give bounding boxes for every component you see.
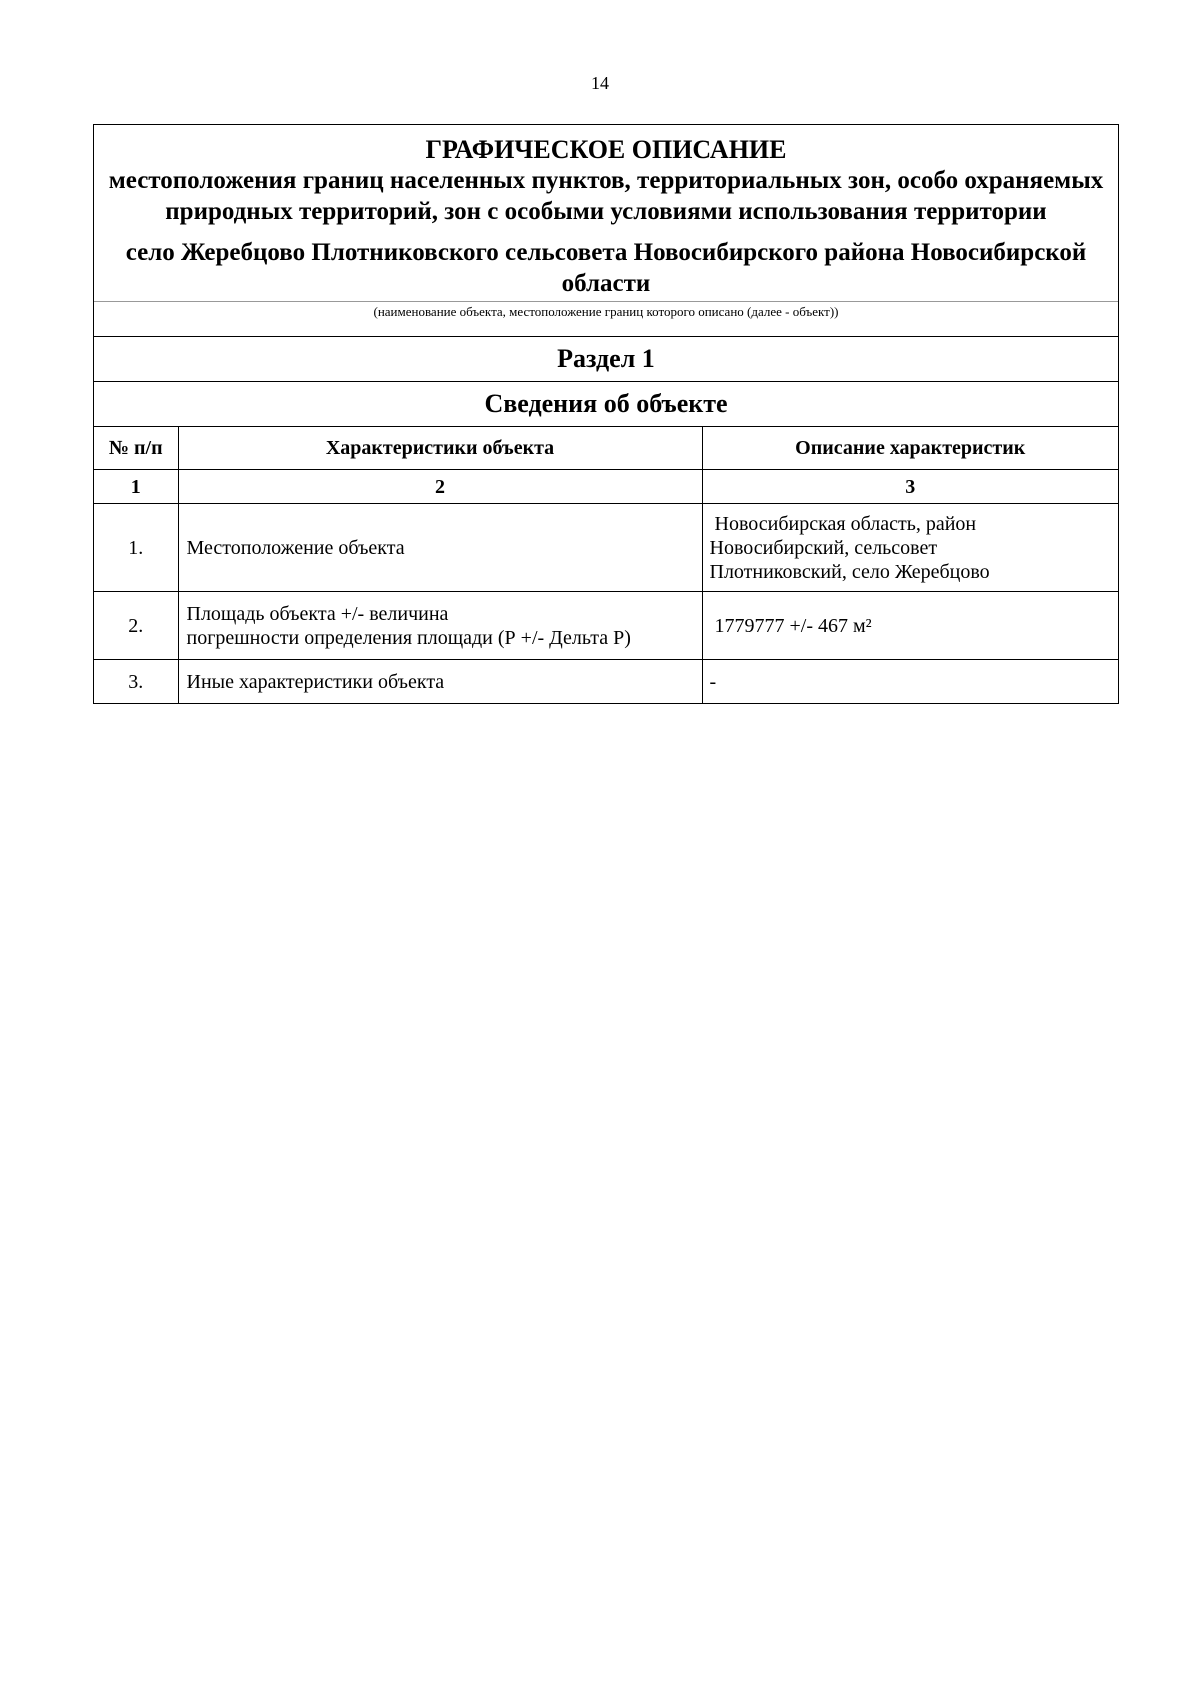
document-subtitle: местоположения границ населенных пунктов, территориальных зон, особо охраняемых природных территорий, зон с особыми условиями использования территории (108, 167, 1104, 225)
row-characteristic: Площадь объекта +/- величина погрешности определения площади (Р +/- Дельта Р) (178, 592, 702, 660)
page-number: 14 (591, 73, 609, 93)
column-numbering-row (94, 470, 1118, 504)
column-number: 1 (94, 470, 178, 504)
column-header-characteristic: Характеристики объекта (178, 427, 702, 470)
object-info-table (94, 426, 1118, 703)
column-number: 3 (702, 470, 1118, 504)
document-title: ГРАФИЧЕСКОЕ ОПИСАНИЕ (425, 135, 787, 164)
row-number: 2. (94, 592, 178, 660)
table-row (94, 660, 1118, 704)
row-description: Новосибирская область, район Новосибирский, сельсовет Плотниковский, село Жеребцово (702, 504, 1118, 592)
row-number: 3. (94, 660, 178, 704)
object-name: село Жеребцово Плотниковского сельсовета Новосибирского района Новосибирской области (125, 239, 1087, 297)
table-header-row (94, 427, 1118, 470)
header-block (94, 125, 1118, 301)
row-number: 1. (94, 504, 178, 592)
row-characteristic: Местоположение объекта (178, 504, 702, 592)
row-description: - (702, 660, 1118, 704)
column-header-number: № п/п (94, 427, 178, 470)
table-row (94, 504, 1118, 592)
document-frame (93, 124, 1119, 704)
row-description: 1779777 +/- 467 м² (702, 592, 1118, 660)
section-title: Сведения об объекте (94, 381, 1118, 426)
object-name-caption: (наименование объекта, местоположение границ которого описано (далее - объект)) (94, 301, 1118, 336)
table-row (94, 592, 1118, 660)
column-number: 2 (178, 470, 702, 504)
column-header-description: Описание характеристик (702, 427, 1118, 470)
row-characteristic: Иные характеристики объекта (178, 660, 702, 704)
section-label: Раздел 1 (94, 336, 1118, 381)
